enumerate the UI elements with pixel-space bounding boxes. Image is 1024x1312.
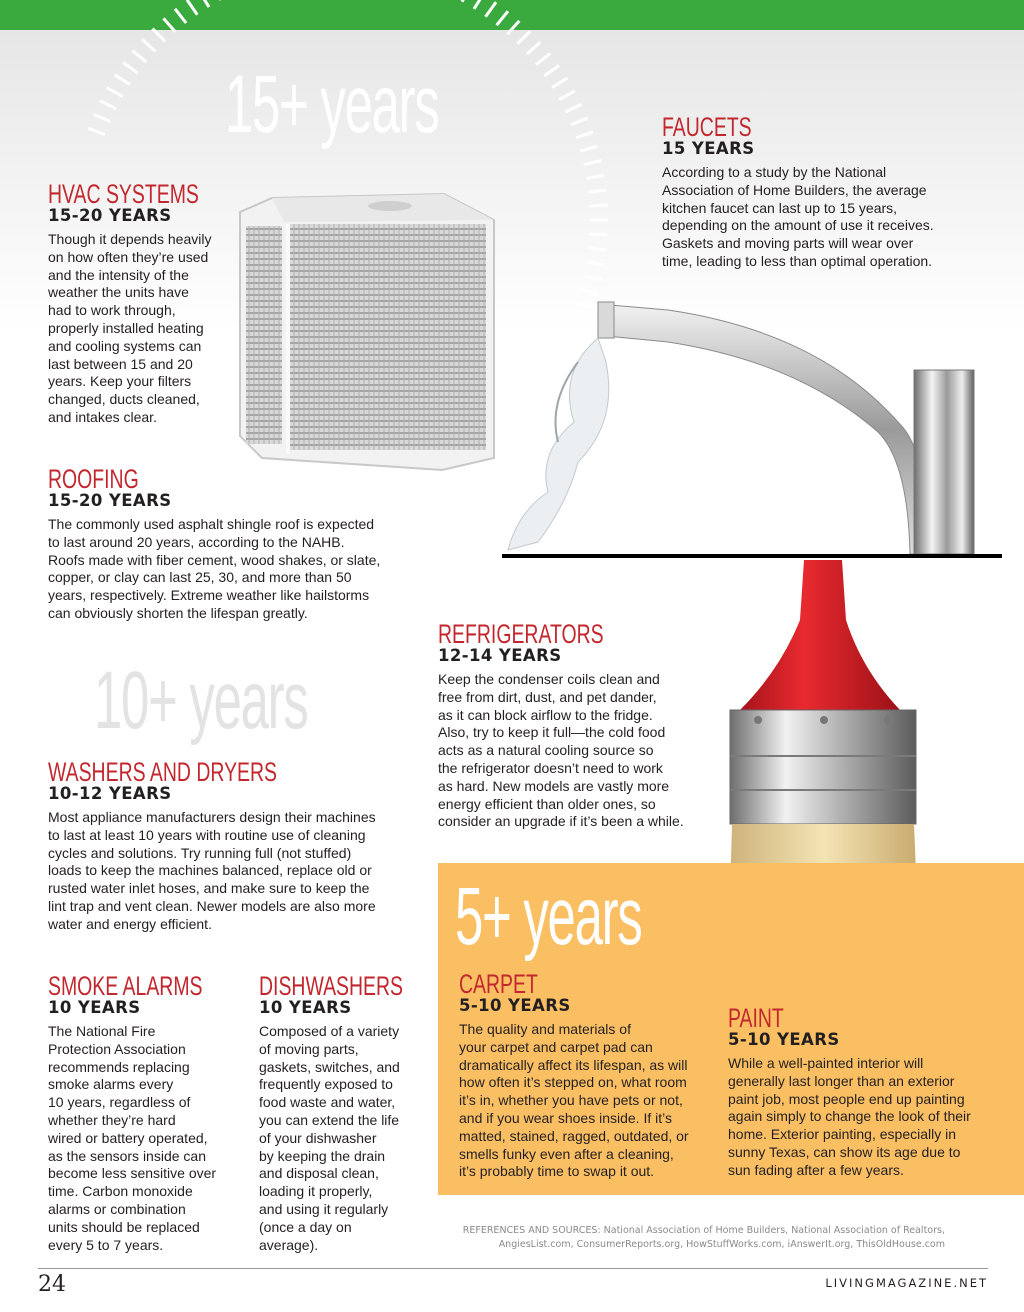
body-line: cycles and solutions. Try running full (not stuffed) — [48, 844, 352, 861]
body-line: can obviously shorten the lifespan greatly. — [48, 604, 308, 621]
section-years: 10-12 YEARS — [48, 784, 172, 803]
body-line: 10 years, regardless of — [48, 1094, 191, 1111]
faucets-section — [662, 113, 992, 271]
page-number: 24 — [38, 1272, 66, 1297]
body-line: Most appliance manufacturers design their machines — [48, 809, 376, 825]
dial-tick — [571, 118, 588, 125]
body-line: matted, stained, ragged, outdated, or — [459, 1127, 689, 1144]
dial-tick — [584, 161, 602, 165]
faucet-image — [478, 292, 1024, 562]
dial-tick — [527, 42, 540, 54]
body-line: dramatically affect its lifespan, as will — [459, 1056, 688, 1073]
body-line: as the sensors inside can — [48, 1147, 206, 1164]
body-line: recommends replacing — [48, 1058, 190, 1075]
dial-tick — [536, 54, 550, 65]
dial-tick — [576, 132, 593, 138]
body-line: alarms or combination — [48, 1200, 186, 1217]
dial-tick — [486, 2, 496, 17]
five-plus-years-label: 5+ years — [455, 871, 642, 962]
body-line: the refrigerator doesn’t need to work — [438, 759, 663, 776]
body-line: frequently exposed to — [259, 1076, 393, 1093]
section-title: CARPET — [459, 969, 538, 999]
body-line: weather the units have — [48, 284, 189, 301]
body-line: Keep the condenser coils clean and — [438, 671, 660, 687]
body-line: depending on the amount of use it receives. — [662, 217, 934, 234]
footer-divider — [38, 1268, 988, 1269]
section-years: 12-14 YEARS — [438, 646, 562, 665]
dial-tick — [132, 51, 146, 62]
body-line: by keeping the drain — [259, 1147, 386, 1164]
body-line: to last around 20 years, according to the NAHB. — [48, 533, 345, 550]
body-line: The quality and materials of — [459, 1021, 631, 1037]
air-conditioner-image — [232, 190, 500, 472]
section-years: 5-10 YEARS — [728, 1030, 840, 1049]
body-line: and cooling systems can — [48, 337, 202, 354]
body-line: sun fading after a few years. — [728, 1161, 904, 1178]
body-line: Protection Association — [48, 1040, 186, 1057]
body-line: it’s in, whether you have pets or not, — [459, 1092, 683, 1109]
dial-tick — [187, 0, 197, 15]
dial-tick — [462, 0, 471, 2]
section-title: WASHERS AND DRYERS — [48, 757, 278, 787]
section-years: 15-20 YEARS — [48, 491, 172, 510]
body-line: gaskets, switches, and — [259, 1058, 400, 1075]
dial-tick — [175, 9, 186, 23]
body-line: whether they’re hard — [48, 1111, 176, 1128]
body-line: become less sensitive over — [48, 1165, 217, 1182]
body-line: acts as a natural cooling source so — [438, 742, 654, 759]
dial-tick — [588, 248, 606, 250]
carpet-section — [459, 970, 719, 1181]
body-line: wired or battery operated, — [48, 1129, 208, 1146]
dial-tick — [517, 31, 530, 44]
section-title: DISHWASHERS — [259, 971, 404, 1001]
body-line: copper, or clay can last 25, 30, and more than 50 — [48, 569, 352, 586]
dial-tick — [152, 29, 165, 42]
dial-tick — [580, 146, 597, 151]
dishwashers-section — [259, 972, 439, 1254]
body-line: loading it properly, — [259, 1183, 373, 1200]
body-line: loads to keep the machines balanced, replace old or — [48, 862, 372, 879]
section-years: 5-10 YEARS — [459, 996, 571, 1015]
body-line: and if you wear shoes inside. If it’s — [459, 1109, 672, 1126]
section-body — [728, 1055, 993, 1180]
section-body — [48, 809, 408, 934]
dial-tick — [88, 128, 105, 134]
refrigerators-section — [438, 620, 698, 831]
dial-tick — [142, 39, 155, 51]
washers-dryers-section — [48, 758, 408, 934]
hvac-section — [48, 180, 228, 427]
section-years: 15-20 YEARS — [48, 206, 172, 225]
dial-tick — [507, 21, 519, 34]
dial-tick — [115, 75, 130, 85]
body-line: it’s probably time to swap it out. — [459, 1163, 655, 1180]
body-line: paint job, most people end up painting — [728, 1090, 965, 1107]
body-line: and disposal clean, — [259, 1165, 379, 1182]
body-line: properly installed heating — [48, 319, 204, 336]
section-title: REFRIGERATORS — [438, 619, 604, 649]
references-line: AngiesList.com, ConsumerReports.org, HowStuffWorks.com, iAnswerIt.org, ThisOldHouse.com — [498, 1239, 945, 1250]
body-line: as it can block airflow to the fridge. — [438, 706, 653, 723]
section-body — [662, 164, 992, 271]
section-years: 10 YEARS — [259, 998, 352, 1017]
body-line: rusted water inlet hoses, and make sure to keep the — [48, 880, 370, 897]
fifteen-plus-years-label: 15+ years — [225, 59, 439, 150]
body-line: sunny Texas, can show its age due to — [728, 1143, 961, 1160]
dial-tick — [590, 234, 608, 235]
section-title: SMOKE ALARMS — [48, 971, 203, 1001]
section-body — [459, 1021, 719, 1181]
dial-tick — [586, 175, 604, 178]
body-line: how often it’s stepped on, what room — [459, 1074, 687, 1091]
body-line: time, leading to less than optimal operation. — [662, 252, 933, 269]
body-line: every 5 to 7 years. — [48, 1236, 164, 1253]
body-line: had to work through, — [48, 302, 176, 319]
body-line: and intakes clear. — [48, 408, 157, 425]
dial-tick — [559, 91, 575, 100]
references-and-sources — [430, 1224, 945, 1252]
body-line: last between 15 and 20 — [48, 355, 193, 372]
section-body — [48, 516, 428, 623]
body-line: Though it depends heavily — [48, 231, 212, 247]
body-line: time. Carbon monoxide — [48, 1183, 193, 1200]
body-line: and the intensity of the — [48, 266, 189, 283]
ten-plus-years-label: 10+ years — [94, 655, 308, 746]
body-line: energy efficient than older ones, so — [438, 795, 656, 812]
section-years: 15 YEARS — [662, 139, 755, 158]
body-line: While a well-painted interior will — [728, 1055, 924, 1071]
body-line: The National Fire — [48, 1023, 156, 1039]
body-line: on how often they’re used — [48, 248, 209, 265]
section-years: 10 YEARS — [48, 998, 141, 1017]
dial-tick — [497, 11, 508, 25]
body-line: The commonly used asphalt shingle roof is expected — [48, 516, 375, 532]
roofing-section — [48, 465, 428, 623]
dial-tick — [588, 190, 606, 192]
body-line: According to a study by the National — [662, 164, 887, 180]
body-line: and using it regularly — [259, 1200, 389, 1217]
body-line: again simply to change the look of their — [728, 1108, 971, 1125]
body-line: lint trap and vent clean. Newer models are also more — [48, 897, 376, 914]
body-line: your carpet and carpet pad can — [459, 1038, 653, 1055]
dial-tick — [94, 114, 111, 121]
body-line: generally last longer than an exterior — [728, 1072, 955, 1089]
body-line: of moving parts, — [259, 1040, 359, 1057]
body-line: of your dishwasher — [259, 1129, 377, 1146]
body-line: average). — [259, 1236, 319, 1253]
body-line: as hard. New models are vastly more — [438, 777, 670, 794]
site-url: LIVINGMAGAZINE.NET — [825, 1276, 988, 1290]
dial-tick — [200, 0, 209, 7]
dial-tick — [100, 101, 116, 109]
dial-tick — [544, 66, 559, 76]
section-body — [48, 1023, 248, 1254]
body-line: kitchen faucet can last up to 15 years, — [662, 199, 898, 216]
body-line: smells funky even after a cleaning, — [459, 1145, 674, 1162]
body-line: years, respectively. Extreme weather like hailstorms — [48, 587, 370, 604]
body-line: years. Keep your filters — [48, 373, 192, 390]
body-line: Composed of a variety — [259, 1023, 400, 1039]
body-line: Association of Home Builders, the average — [662, 181, 927, 198]
dial-tick — [552, 78, 567, 88]
body-line: you can extend the life — [259, 1111, 400, 1128]
dial-tick — [586, 262, 604, 265]
body-line: Gaskets and moving parts will wear over — [662, 235, 914, 252]
body-line: units should be replaced — [48, 1218, 200, 1235]
body-line: free from dirt, dust, and pet dander, — [438, 688, 657, 705]
body-line: food waste and water, — [259, 1094, 396, 1111]
section-title: FAUCETS — [662, 112, 752, 142]
body-line: to last at least 10 years with routine use of cleaning — [48, 826, 366, 843]
dial-tick — [163, 18, 175, 32]
paint-section — [728, 1004, 993, 1180]
body-line: Roofs made with fiber cement, wood shakes, or slate, — [48, 551, 381, 568]
body-line: Also, try to keep it full—the cold food — [438, 724, 666, 741]
section-title: HVAC SYSTEMS — [48, 179, 199, 209]
dial-tick — [123, 62, 138, 73]
dial-tick — [590, 205, 608, 206]
dial-tick — [584, 275, 602, 279]
body-line: consider an upgrade if it’s been a while. — [438, 813, 684, 830]
section-title: ROOFING — [48, 464, 139, 494]
section-body — [48, 231, 228, 427]
body-line: water and energy efficient. — [48, 915, 212, 932]
dial-tick — [107, 88, 123, 97]
body-line: smoke alarms every — [48, 1076, 174, 1093]
body-line: changed, ducts cleaned, — [48, 391, 200, 408]
body-line: home. Exterior painting, especially in — [728, 1126, 957, 1143]
section-body — [438, 671, 698, 831]
smoke-alarms-section — [48, 972, 248, 1254]
dial-tick — [565, 104, 581, 112]
section-body — [259, 1023, 439, 1254]
section-title: PAINT — [728, 1003, 784, 1033]
references-line: REFERENCES AND SOURCES: National Association of Home Builders, National Association of Realtors, — [462, 1225, 945, 1236]
body-line: (once a day on — [259, 1218, 352, 1235]
dial-tick — [474, 0, 484, 9]
